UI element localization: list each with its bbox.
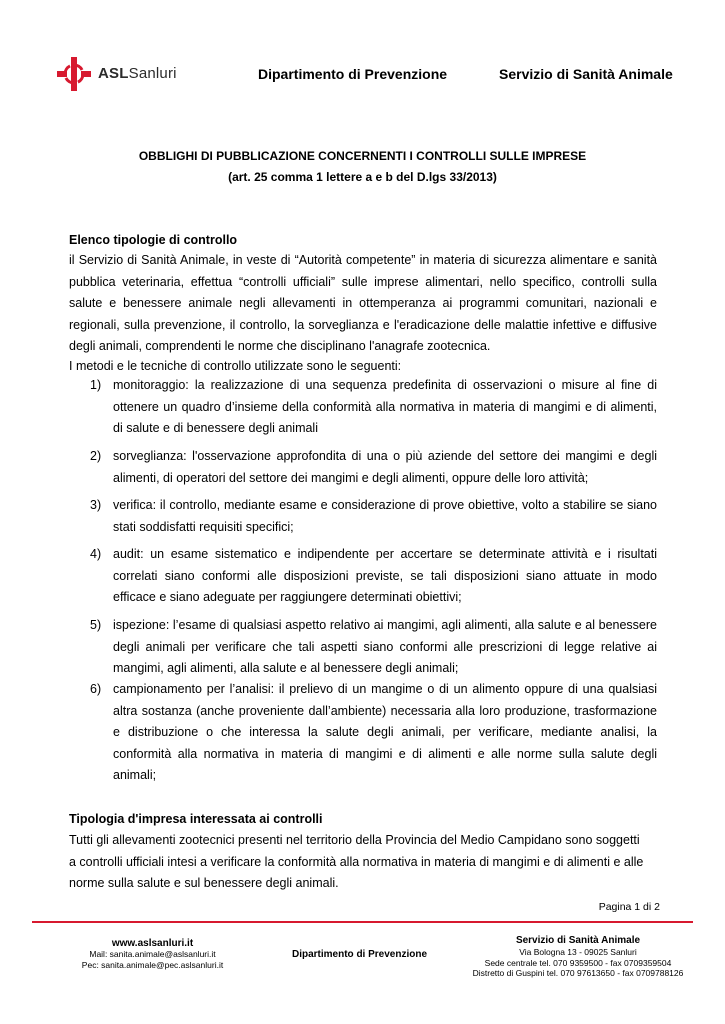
header-department: Dipartimento di Prevenzione (258, 66, 448, 82)
document-title: OBBLIGHI DI PUBBLICAZIONE CONCERNENTI I CONTROLLI SULLE IMPRESE (138, 149, 587, 163)
list-item (90, 679, 657, 787)
section-heading-enterprises: Tipologia d'impresa interessata ai controlli (69, 812, 323, 826)
list-item-number: 1) (90, 378, 102, 392)
list-item-text: verifica: il controllo, mediante esame e considerazione di prove obiettive, volto a stabilire se siano stati soddisfatti requisiti specifici; (113, 498, 657, 534)
footer-mail: Mail: sanita.animale@aslsanluri.it (89, 949, 216, 959)
footer-pec: Pec: sanita.animale@pec.aslsanluri.it (81, 960, 224, 970)
list-item-text: ispezione: l’esame di qualsiasi aspetto relativo ai mangimi, agli alimenti, alla salute e al benessere degli animali per verificare che tali aspetti siano conformi alle prescrizioni di legge relative ai mangimi, agli alimenti, alla salute e al benessere degli animali; (113, 618, 657, 675)
asl-cross-icon (54, 54, 94, 94)
list-item (90, 495, 657, 538)
page-header (0, 0, 725, 110)
asl-logo (54, 54, 184, 94)
section-paragraph-enterprises: Tutti gli allevamenti zootecnici presenti nel territorio della Provincia del Medio Campidano sono soggetti a controlli ufficiali intesi a verificare la conformità alla normativa in materia di mangimi e di alimenti e alle norme sulla salute e sul benessere degli animali. (69, 833, 644, 890)
footer-service-info (463, 934, 693, 979)
list-item (90, 544, 657, 609)
list-item-number: 3) (90, 498, 102, 512)
methods-intro: I metodi e le tecniche di controllo utilizzate sono le seguenti: (69, 359, 402, 373)
document-subtitle: (art. 25 comma 1 lettere a e b del D.lgs 33/2013) (228, 170, 497, 184)
footer-department: Dipartimento di Prevenzione (292, 949, 428, 960)
list-item-number: 6) (90, 682, 102, 696)
footer-service: Servizio di Sanità Animale (515, 935, 641, 946)
list-item-text: campionamento per l’analisi: il prelievo di un mangime o di un alimento oppure di una qualsiasi altra sostanza (anche proveniente dall’ambiente) necessaria alla loro produzione, trasformazione e distribuzione o che interessa la salute degli animali, per verificare, mediante analisi, la conformità alla normativa in materia di mangimi e di alimenti e alle norme sulla salute degli animali; (113, 682, 657, 782)
list-item (90, 615, 657, 680)
header-service: Servizio di Sanità Animale (499, 66, 673, 82)
footer-sede: Sede centrale tel. 070 9359500 - fax 0709359504 (484, 957, 672, 968)
list-item-text: sorveglianza: l'osservazione approfondita di una o più aziende del settore dei mangimi e degli alimenti, di operatori del settore dei mangimi e degli alimenti, oppure delle loro attività; (113, 449, 657, 485)
footer-address: Via Bologna 13 - 09025 Sanluri (519, 947, 637, 957)
list-item-number: 4) (90, 547, 102, 561)
list-item-number: 5) (90, 618, 102, 632)
footer-divider (32, 921, 693, 923)
footer-website-link[interactable]: www.aslsanluri.it (111, 938, 194, 949)
section-heading-controls: Elenco tipologie di controllo (69, 233, 238, 247)
footer-distretto: Distretto di Guspini tel. 070 97613650 - fax 0709788126 (472, 968, 684, 978)
section-paragraph-controls: il Servizio di Sanità Animale, in veste di “Autorità competente” in materia di sicurezza alimentare e sanità pubblica veterinaria, effettua “controlli ufficiali” sulle imprese alimentari, nello specifico, controlli sulla salute e benessere animale negli allevamenti in ottemperanza ai programmi comunitari, nazionali e regionali, sulla prevenzione, il controllo, la sorveglianza e l'eradicazione delle malattie infettive e diffusive degli animali, comprendenti le norme che disciplinano l'anagrafe zootecnica. (69, 253, 657, 353)
list-item (90, 446, 657, 489)
list-item-number: 2) (90, 449, 102, 463)
list-item (90, 375, 657, 440)
list-item-text: audit: un esame sistematico e indipendente per accertare se determinate attività e i risultati correlati siano conformi alle disposizioni previste, se tali disposizioni siano attuate in modo efficace e siano adeguate per raggiungere determinati obiettivi; (113, 547, 657, 604)
logo-wordmark: ASLSanluri (98, 65, 177, 82)
footer-contacts (60, 938, 245, 971)
list-item-text: monitoraggio: la realizzazione di una sequenza predefinita di osservazioni o misure al fine di ottenere un quadro d’insieme della conformità alla normativa in materia di mangimi e di alimenti, di salute e di benessere degli animali (113, 378, 657, 435)
page-number: Pagina 1 di 2 (598, 901, 660, 913)
